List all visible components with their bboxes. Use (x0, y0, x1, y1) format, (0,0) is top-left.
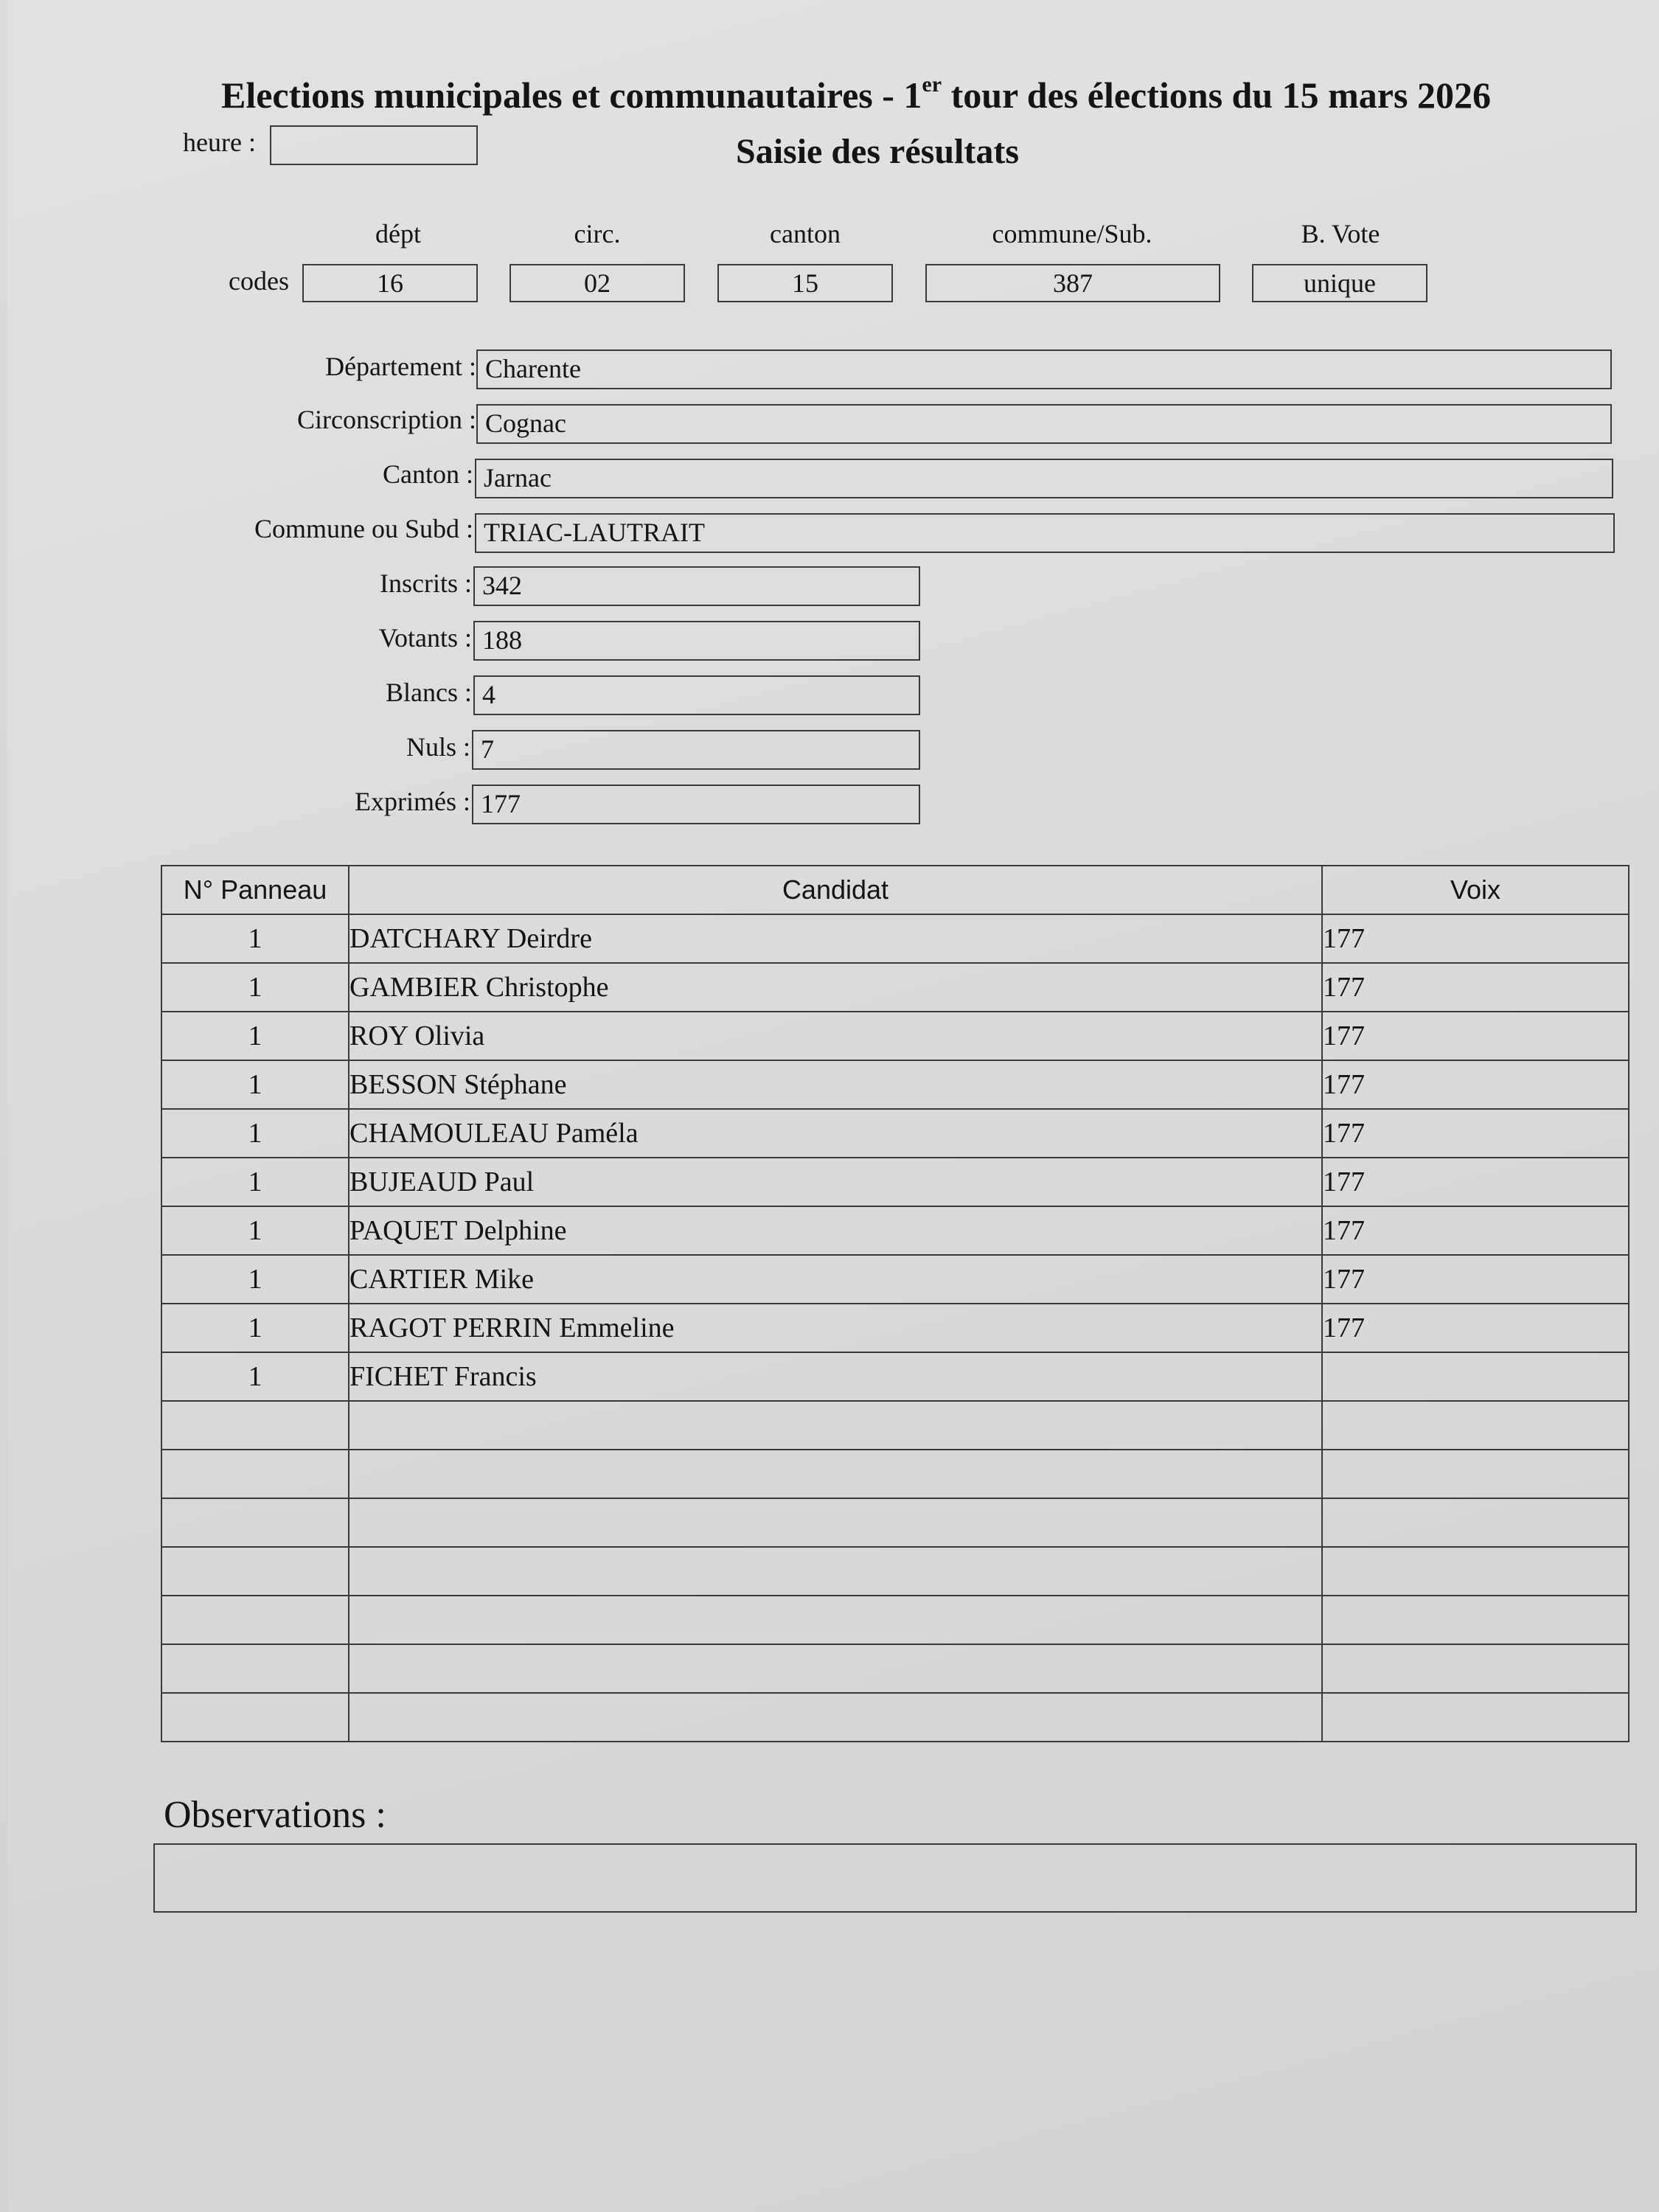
candidat-cell[interactable] (349, 1693, 1322, 1742)
table-row (161, 1255, 1629, 1304)
col-header-candidat: Candidat (349, 866, 1322, 914)
candidat-cell[interactable] (349, 1450, 1322, 1498)
table-row (161, 1498, 1629, 1547)
voix-cell[interactable]: 177 (1322, 1255, 1629, 1304)
table-row (161, 1109, 1629, 1158)
results-table (161, 865, 1630, 1742)
voix-cell[interactable]: 177 (1322, 1060, 1629, 1109)
panneau-cell[interactable] (161, 1450, 349, 1498)
exprimes-label: Exprimés : (355, 787, 470, 816)
candidat-cell[interactable]: GAMBIER Christophe (349, 963, 1322, 1012)
nuls-field[interactable]: 7 (472, 730, 920, 770)
table-row (161, 1450, 1629, 1498)
voix-cell[interactable]: 177 (1322, 1158, 1629, 1206)
candidat-cell[interactable]: CARTIER Mike (349, 1255, 1322, 1304)
table-header-row (161, 866, 1629, 914)
panneau-cell[interactable] (161, 1644, 349, 1693)
nuls-label: Nuls : (406, 732, 470, 762)
table-row (161, 1352, 1629, 1401)
code-header-circ: circ. (574, 219, 621, 248)
observations-label: Observations : (164, 1794, 386, 1836)
codes-label: codes (229, 266, 289, 296)
voix-cell[interactable]: 177 (1322, 1304, 1629, 1352)
panneau-cell[interactable]: 1 (161, 1158, 349, 1206)
candidat-cell[interactable]: BUJEAUD Paul (349, 1158, 1322, 1206)
panneau-cell[interactable]: 1 (161, 1012, 349, 1060)
panneau-cell[interactable]: 1 (161, 1304, 349, 1352)
voix-cell[interactable] (1322, 1401, 1629, 1450)
table-row (161, 1547, 1629, 1596)
voix-cell[interactable]: 177 (1322, 1109, 1629, 1158)
candidat-cell[interactable] (349, 1401, 1322, 1450)
voix-cell[interactable]: 177 (1322, 914, 1629, 963)
table-row (161, 1304, 1629, 1352)
candidat-cell[interactable]: CHAMOULEAU Paméla (349, 1109, 1322, 1158)
code-header-canton: canton (770, 219, 841, 248)
panneau-cell[interactable]: 1 (161, 963, 349, 1012)
panneau-cell[interactable] (161, 1498, 349, 1547)
table-row (161, 1158, 1629, 1206)
commune-label: Commune ou Subd : (254, 514, 473, 543)
canton-label: Canton : (383, 459, 473, 489)
table-row (161, 1401, 1629, 1450)
title-rest: tour des élections du 15 mars 2026 (942, 74, 1491, 116)
voix-cell[interactable] (1322, 1693, 1629, 1742)
candidat-cell[interactable]: DATCHARY Deirdre (349, 914, 1322, 963)
panneau-cell[interactable] (161, 1596, 349, 1644)
table-row (161, 1060, 1629, 1109)
code-canton-field[interactable]: 15 (717, 264, 893, 302)
departement-label: Département : (325, 352, 476, 381)
canton-field[interactable]: Jarnac (475, 459, 1613, 498)
page-subtitle: Saisie des résultats (736, 132, 1019, 171)
candidat-cell[interactable]: RAGOT PERRIN Emmeline (349, 1304, 1322, 1352)
col-header-panneau: N° Panneau (161, 866, 349, 914)
code-header-bvote: B. Vote (1301, 219, 1380, 248)
voix-cell[interactable] (1322, 1450, 1629, 1498)
table-row (161, 1012, 1629, 1060)
voix-cell[interactable] (1322, 1352, 1629, 1401)
candidat-cell[interactable]: FICHET Francis (349, 1352, 1322, 1401)
candidat-cell[interactable] (349, 1596, 1322, 1644)
circonscription-label: Circonscription : (297, 405, 476, 434)
col-header-voix: Voix (1322, 866, 1629, 914)
departement-field[interactable]: Charente (476, 349, 1612, 389)
inscrits-field[interactable]: 342 (473, 566, 920, 606)
table-row (161, 1644, 1629, 1693)
panneau-cell[interactable]: 1 (161, 1109, 349, 1158)
exprimes-field[interactable]: 177 (472, 785, 920, 824)
circonscription-field[interactable]: Cognac (476, 404, 1612, 444)
table-row (161, 963, 1629, 1012)
votants-label: Votants : (378, 623, 472, 653)
candidat-cell[interactable]: ROY Olivia (349, 1012, 1322, 1060)
heure-label: heure : (183, 128, 256, 157)
form-page (7, 0, 1659, 2212)
panneau-cell[interactable]: 1 (161, 914, 349, 963)
code-bvote-field[interactable]: unique (1252, 264, 1427, 302)
panneau-cell[interactable] (161, 1693, 349, 1742)
candidat-cell[interactable]: PAQUET Delphine (349, 1206, 1322, 1255)
voix-cell[interactable] (1322, 1596, 1629, 1644)
voix-cell[interactable] (1322, 1498, 1629, 1547)
voix-cell[interactable]: 177 (1322, 1012, 1629, 1060)
candidat-cell[interactable]: BESSON Stéphane (349, 1060, 1322, 1109)
panneau-cell[interactable] (161, 1401, 349, 1450)
table-row (161, 1206, 1629, 1255)
table-row (161, 1596, 1629, 1644)
title-main: Elections municipales et communautaires - 1 (221, 74, 922, 116)
code-commune-field[interactable]: 387 (925, 264, 1220, 302)
heure-field[interactable] (270, 125, 478, 165)
blancs-label: Blancs : (386, 678, 472, 707)
candidat-cell[interactable] (349, 1547, 1322, 1596)
candidat-cell[interactable] (349, 1644, 1322, 1693)
panneau-cell[interactable]: 1 (161, 1206, 349, 1255)
panneau-cell[interactable]: 1 (161, 1060, 349, 1109)
panneau-cell[interactable]: 1 (161, 1352, 349, 1401)
candidat-cell[interactable] (349, 1498, 1322, 1547)
code-header-commune: commune/Sub. (992, 219, 1152, 248)
commune-field[interactable]: TRIAC-LAUTRAIT (475, 513, 1615, 553)
panneau-cell[interactable]: 1 (161, 1255, 349, 1304)
observations-field[interactable] (153, 1843, 1637, 1913)
voix-cell[interactable] (1322, 1644, 1629, 1693)
votants-field[interactable]: 188 (473, 621, 920, 661)
panneau-cell[interactable] (161, 1547, 349, 1596)
inscrits-label: Inscrits : (380, 568, 472, 598)
table-row (161, 1693, 1629, 1742)
code-circ-field[interactable]: 02 (509, 264, 685, 302)
voix-cell[interactable] (1322, 1547, 1629, 1596)
voix-cell[interactable]: 177 (1322, 1206, 1629, 1255)
blancs-field[interactable]: 4 (473, 675, 920, 715)
title-superscript: er (922, 72, 942, 97)
code-dept-field[interactable]: 16 (302, 264, 478, 302)
table-row (161, 914, 1629, 963)
page-title (221, 74, 1491, 116)
code-header-dept: dépt (375, 219, 421, 248)
voix-cell[interactable]: 177 (1322, 963, 1629, 1012)
